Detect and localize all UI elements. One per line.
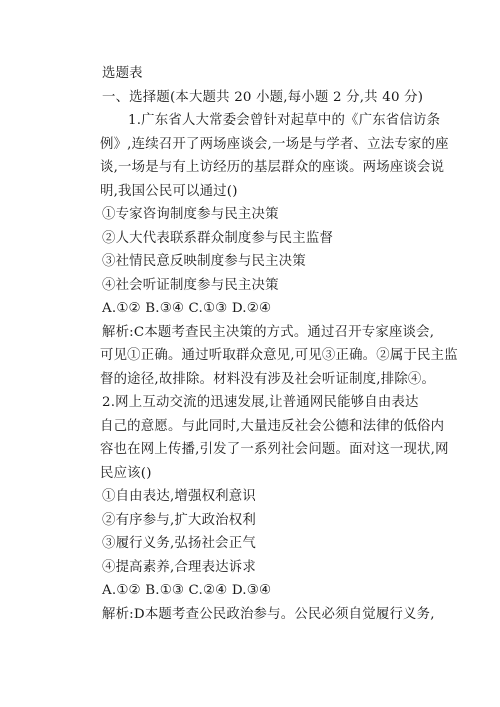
question-2-analysis-line-1: 解析:D本题考查公民政治参与。公民必须自觉履行义务, — [102, 606, 435, 622]
question-2-option-4: ④提高素养,合理表达诉求 — [102, 559, 256, 575]
question-2-option-2: ②有序参与,扩大政治权利 — [102, 512, 256, 528]
question-2-choices: A.①② B.①③ C.②④ D.③④ — [102, 583, 272, 598]
question-1-stem-line-3: 谈,一场是与有上访经历的基层群众的座谈。两场座谈会说 — [100, 160, 445, 175]
question-2-option-3: ③履行义务,弘扬社会正气 — [102, 536, 256, 551]
question-1-analysis-line-1: 解析:C本题考查民主决策的方式。通过召开专家座谈会, — [102, 324, 435, 340]
document-title: 选题表 — [102, 66, 143, 81]
question-2-stem-line-4: 民应该() — [100, 465, 152, 481]
document-body — [100, 62, 458, 626]
question-1-analysis-line-2: 可见①正确。通过听取群众意见,可见③正确。②属于民主监 — [100, 348, 458, 363]
question-1-option-2: ②人大代表联系群众制度参与民主监督 — [102, 230, 334, 246]
question-1-stem-line-2: 例》,连续召开了两场座谈会,一场是与学者、立法专家的座 — [100, 136, 449, 152]
question-1-analysis-line-3: 督的途径,故排除。材料没有涉及社会听证制度,排除④。 — [100, 371, 436, 387]
question-1-option-4: ④社会听证制度参与民主决策 — [102, 277, 279, 293]
section-heading: 一、选择题(本大题共 20 小题,每小题 2 分,共 40 分) — [102, 89, 424, 105]
question-1-option-1: ①专家咨询制度参与民主决策 — [102, 207, 279, 222]
question-1-stem-line-4: 明,我国公民可以通过() — [100, 183, 238, 199]
question-1-option-3: ③社情民意反映制度参与民主决策 — [102, 254, 306, 269]
question-2-stem-line-2: 自己的意愿。与此同时,大量违反社会公德和法律的低俗内 — [100, 418, 445, 434]
question-1-choices: A.①② B.③④ C.①③ D.②④ — [102, 301, 272, 316]
question-2-stem-line-3: 容也在网上传播,引发了一系列社会问题。面对这一现状,网 — [100, 442, 449, 457]
question-1-stem-line-1: 1.广东省人大常委会曾针对起草中的《广东省信访条 — [128, 113, 441, 128]
question-2-option-1: ①自由表达,增强权利意识 — [102, 489, 256, 504]
question-2-stem-line-1: 2.网上互动交流的迅速发展,让普通网民能够自由表达 — [102, 395, 419, 410]
